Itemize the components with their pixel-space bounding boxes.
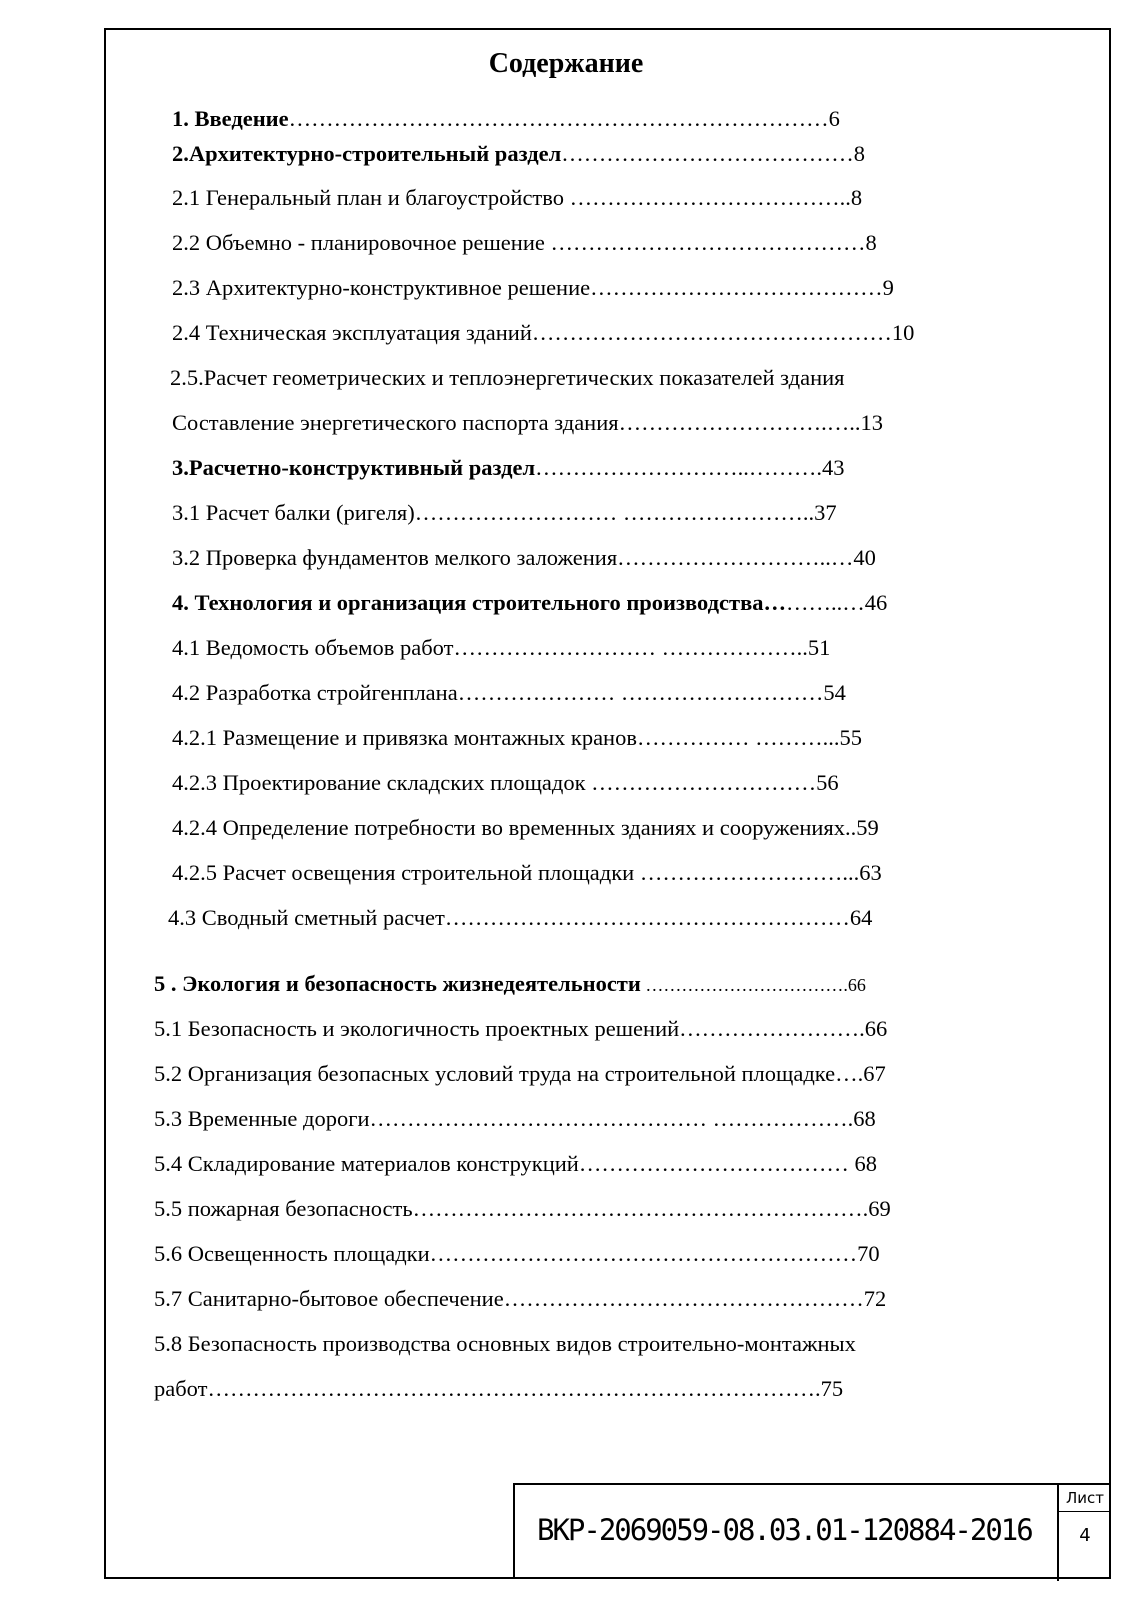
toc-entry	[172, 273, 894, 303]
toc-entry-dots: ……..…	[785, 590, 865, 615]
toc-entry-dots: …………………………………	[590, 275, 883, 300]
toc-entry-page: 67	[863, 1061, 886, 1086]
toc-entry-text: 4. Технология и организация строительного производства…	[172, 590, 786, 615]
toc-entry-text: 4.2.1 Размещение и привязка монтажных кранов	[172, 725, 637, 750]
toc-entry-page: 56	[816, 770, 839, 795]
toc-entry	[154, 1329, 856, 1359]
toc-entry-page: 37	[814, 500, 837, 525]
toc-entry	[154, 1239, 880, 1269]
toc-entry-page: 43	[822, 455, 845, 480]
toc-entry-dots: ……………………… ………………..	[453, 635, 808, 660]
toc-entry-dots: …………………………….	[640, 975, 848, 995]
toc-entry	[168, 903, 872, 933]
document-code: ВКР-2069059-08.03.01-120884-2016	[537, 1513, 1032, 1547]
toc-entry-page: 75	[820, 1376, 844, 1401]
toc-entry-text: 4.2 Разработка стройгенплана	[172, 680, 458, 705]
toc-entry-text: 4.3 Сводный сметный расчет	[168, 905, 445, 930]
toc-entry-dots: ..	[845, 815, 857, 840]
toc-entry-page: 66	[864, 1016, 888, 1041]
toc-entry	[172, 228, 877, 258]
toc-entry-page: 59	[856, 815, 879, 840]
toc-entry-dots: ………………………..……….	[535, 455, 823, 480]
toc-entry	[172, 453, 845, 483]
toc-entry-dots: ………………………………………………	[444, 905, 850, 930]
toc-entry-text: 5.6 Освещенность площадки	[154, 1241, 430, 1266]
toc-entry-dots: …………………….	[679, 1016, 865, 1041]
title-block-stamp	[513, 1483, 1111, 1579]
toc-entry-page: 8	[850, 185, 863, 210]
toc-entry-page: 10	[891, 320, 915, 345]
toc-entry-dots: ………………………………..	[569, 185, 851, 210]
toc-entry	[172, 588, 887, 618]
toc-entry-dots: ………………………………	[578, 1151, 855, 1176]
sheet-box	[1057, 1485, 1111, 1581]
toc-entry-page: .63	[853, 860, 882, 885]
toc-entry	[170, 363, 845, 393]
toc-entry	[154, 1014, 887, 1044]
toc-entry	[172, 139, 865, 169]
toc-entry-dots: ……………………………………… ……………….	[369, 1106, 854, 1131]
toc-entry	[154, 1374, 843, 1404]
toc-entry	[172, 498, 837, 528]
toc-entry	[172, 723, 862, 753]
toc-entry-page: 54	[823, 680, 846, 705]
toc-entry-text: 5.5 пожарная безопасность	[154, 1196, 413, 1221]
toc-entry-text: 5.1 Безопасность и экологичность проектных решений	[154, 1016, 680, 1041]
toc-entry-text: 5.3 Временные дороги	[154, 1106, 370, 1131]
toc-entry-text: 2.2 Объемно - планировочное решение	[172, 230, 551, 255]
toc-entry-dots: ……………………….…..	[618, 410, 861, 435]
toc-entry-page: 70	[857, 1241, 880, 1266]
toc-entry-text: работ	[154, 1376, 208, 1401]
toc-entry-text: 5.4 Складирование материалов конструкций	[154, 1151, 579, 1176]
toc-entry	[172, 858, 882, 888]
toc-entry-page: 9	[882, 275, 894, 300]
toc-entry	[172, 408, 883, 438]
toc-entry-text: 2.3 Архитектурно-конструктивное решение	[172, 275, 591, 300]
toc-entry-dots: ………………… ………………………	[457, 680, 824, 705]
toc-entry-dots: ….	[835, 1061, 864, 1086]
toc-entry-page: 69	[868, 1196, 891, 1221]
sheet-number: 4	[1079, 1525, 1091, 1546]
toc-entry-dots: …………………………	[591, 770, 817, 795]
toc-entry-text: 4.2.3 Проектирование складских площадок	[172, 770, 592, 795]
toc-entry-text: 5.8 Безопасность производства основных видов строительно-монтажных	[154, 1331, 856, 1356]
toc-entry	[172, 318, 914, 348]
toc-entry-dots: …………………………………	[561, 141, 854, 166]
toc-entry-page: 13	[860, 410, 883, 435]
toc-entry-page: 6	[828, 106, 840, 131]
toc-entry-page: 68	[853, 1106, 876, 1131]
toc-entry	[154, 1194, 891, 1224]
toc-entry-text: 4.2.4 Определение потребности во временных зданиях и сооружениях	[172, 815, 846, 840]
toc-entry-page: ..55	[828, 725, 862, 750]
toc-entry	[172, 813, 879, 843]
toc-entry-dots: …………………………………………	[503, 1286, 864, 1311]
toc-entry-dots: ……………………………………	[550, 230, 866, 255]
toc-entry	[154, 1104, 876, 1134]
toc-entry	[172, 678, 846, 708]
toc-entry-text: 1. Введение	[172, 106, 289, 131]
toc-entry-text: 2.4 Техническая эксплуатация зданий	[172, 320, 532, 345]
page-title: Содержание	[488, 48, 644, 79]
toc-entry	[154, 1059, 886, 1089]
toc-entry	[172, 104, 840, 134]
toc-entry-text: Составление энергетического паспорта здания	[172, 410, 619, 435]
toc-entry	[154, 969, 866, 1000]
toc-entry-text: 2.5.Расчет геометрических и теплоэнергетических показателей здания	[170, 365, 845, 390]
toc-entry	[172, 183, 862, 213]
toc-entry-text: 4.1 Ведомость объемов работ	[172, 635, 454, 660]
toc-entry	[172, 633, 830, 663]
toc-entry-page: 8	[853, 141, 865, 166]
toc-entry-dots: ……………………… ……………………..	[414, 500, 815, 525]
toc-entry-text: 4.2.5 Расчет освещения строительной площадки	[172, 860, 640, 885]
toc-entry-text: 5.7 Санитарно-бытовое обеспечение	[154, 1286, 504, 1311]
toc-entry-dots: …………… ……….	[636, 725, 829, 750]
toc-entry-text: 3.2 Проверка фундаментов мелкого заложения	[172, 545, 618, 570]
toc-entry-text: 3.1 Расчет балки (ригеля)	[172, 500, 415, 525]
sheet-label: Лист	[1059, 1485, 1111, 1512]
toc-entry-dots: …………………………………………	[531, 320, 892, 345]
toc-entry-dots: ………………………..…	[617, 545, 854, 570]
toc-entry-page: 72	[863, 1286, 887, 1311]
toc-entry-page: 66	[847, 975, 866, 995]
toc-entry	[172, 543, 876, 573]
toc-entry-page: 46	[864, 590, 888, 615]
toc-entry-page: 68	[854, 1151, 877, 1176]
toc-entry-dots: …………………………………………………….	[412, 1196, 869, 1221]
toc-entry-dots: ………………………………………………………………	[288, 106, 829, 131]
toc-entry-dots: ………………………..	[639, 860, 854, 885]
toc-entry-text: 5 . Экология и безопасность жизнедеятельности	[154, 971, 641, 996]
toc-entry	[154, 1284, 886, 1314]
toc-entry-page: 8	[865, 230, 877, 255]
toc-entry-dots: ……………………………………………………………………….	[207, 1376, 821, 1401]
toc-entry-page: 40	[853, 545, 876, 570]
toc-entry	[172, 768, 839, 798]
toc-entry-text: 2.1 Генеральный план и благоустройство	[172, 185, 570, 210]
toc-entry	[154, 1149, 877, 1179]
toc-entry-text: 2.Архитектурно-строительный раздел	[172, 141, 562, 166]
toc-entry-text: 5.2 Организация безопасных условий труда на строительной площадке	[154, 1061, 836, 1086]
toc-entry-page: 64	[849, 905, 873, 930]
toc-entry-text: 3.Расчетно-конструктивный раздел	[172, 455, 536, 480]
toc-entry-dots: …………………………………………………	[429, 1241, 858, 1266]
toc-entry-page: 51	[807, 635, 831, 660]
